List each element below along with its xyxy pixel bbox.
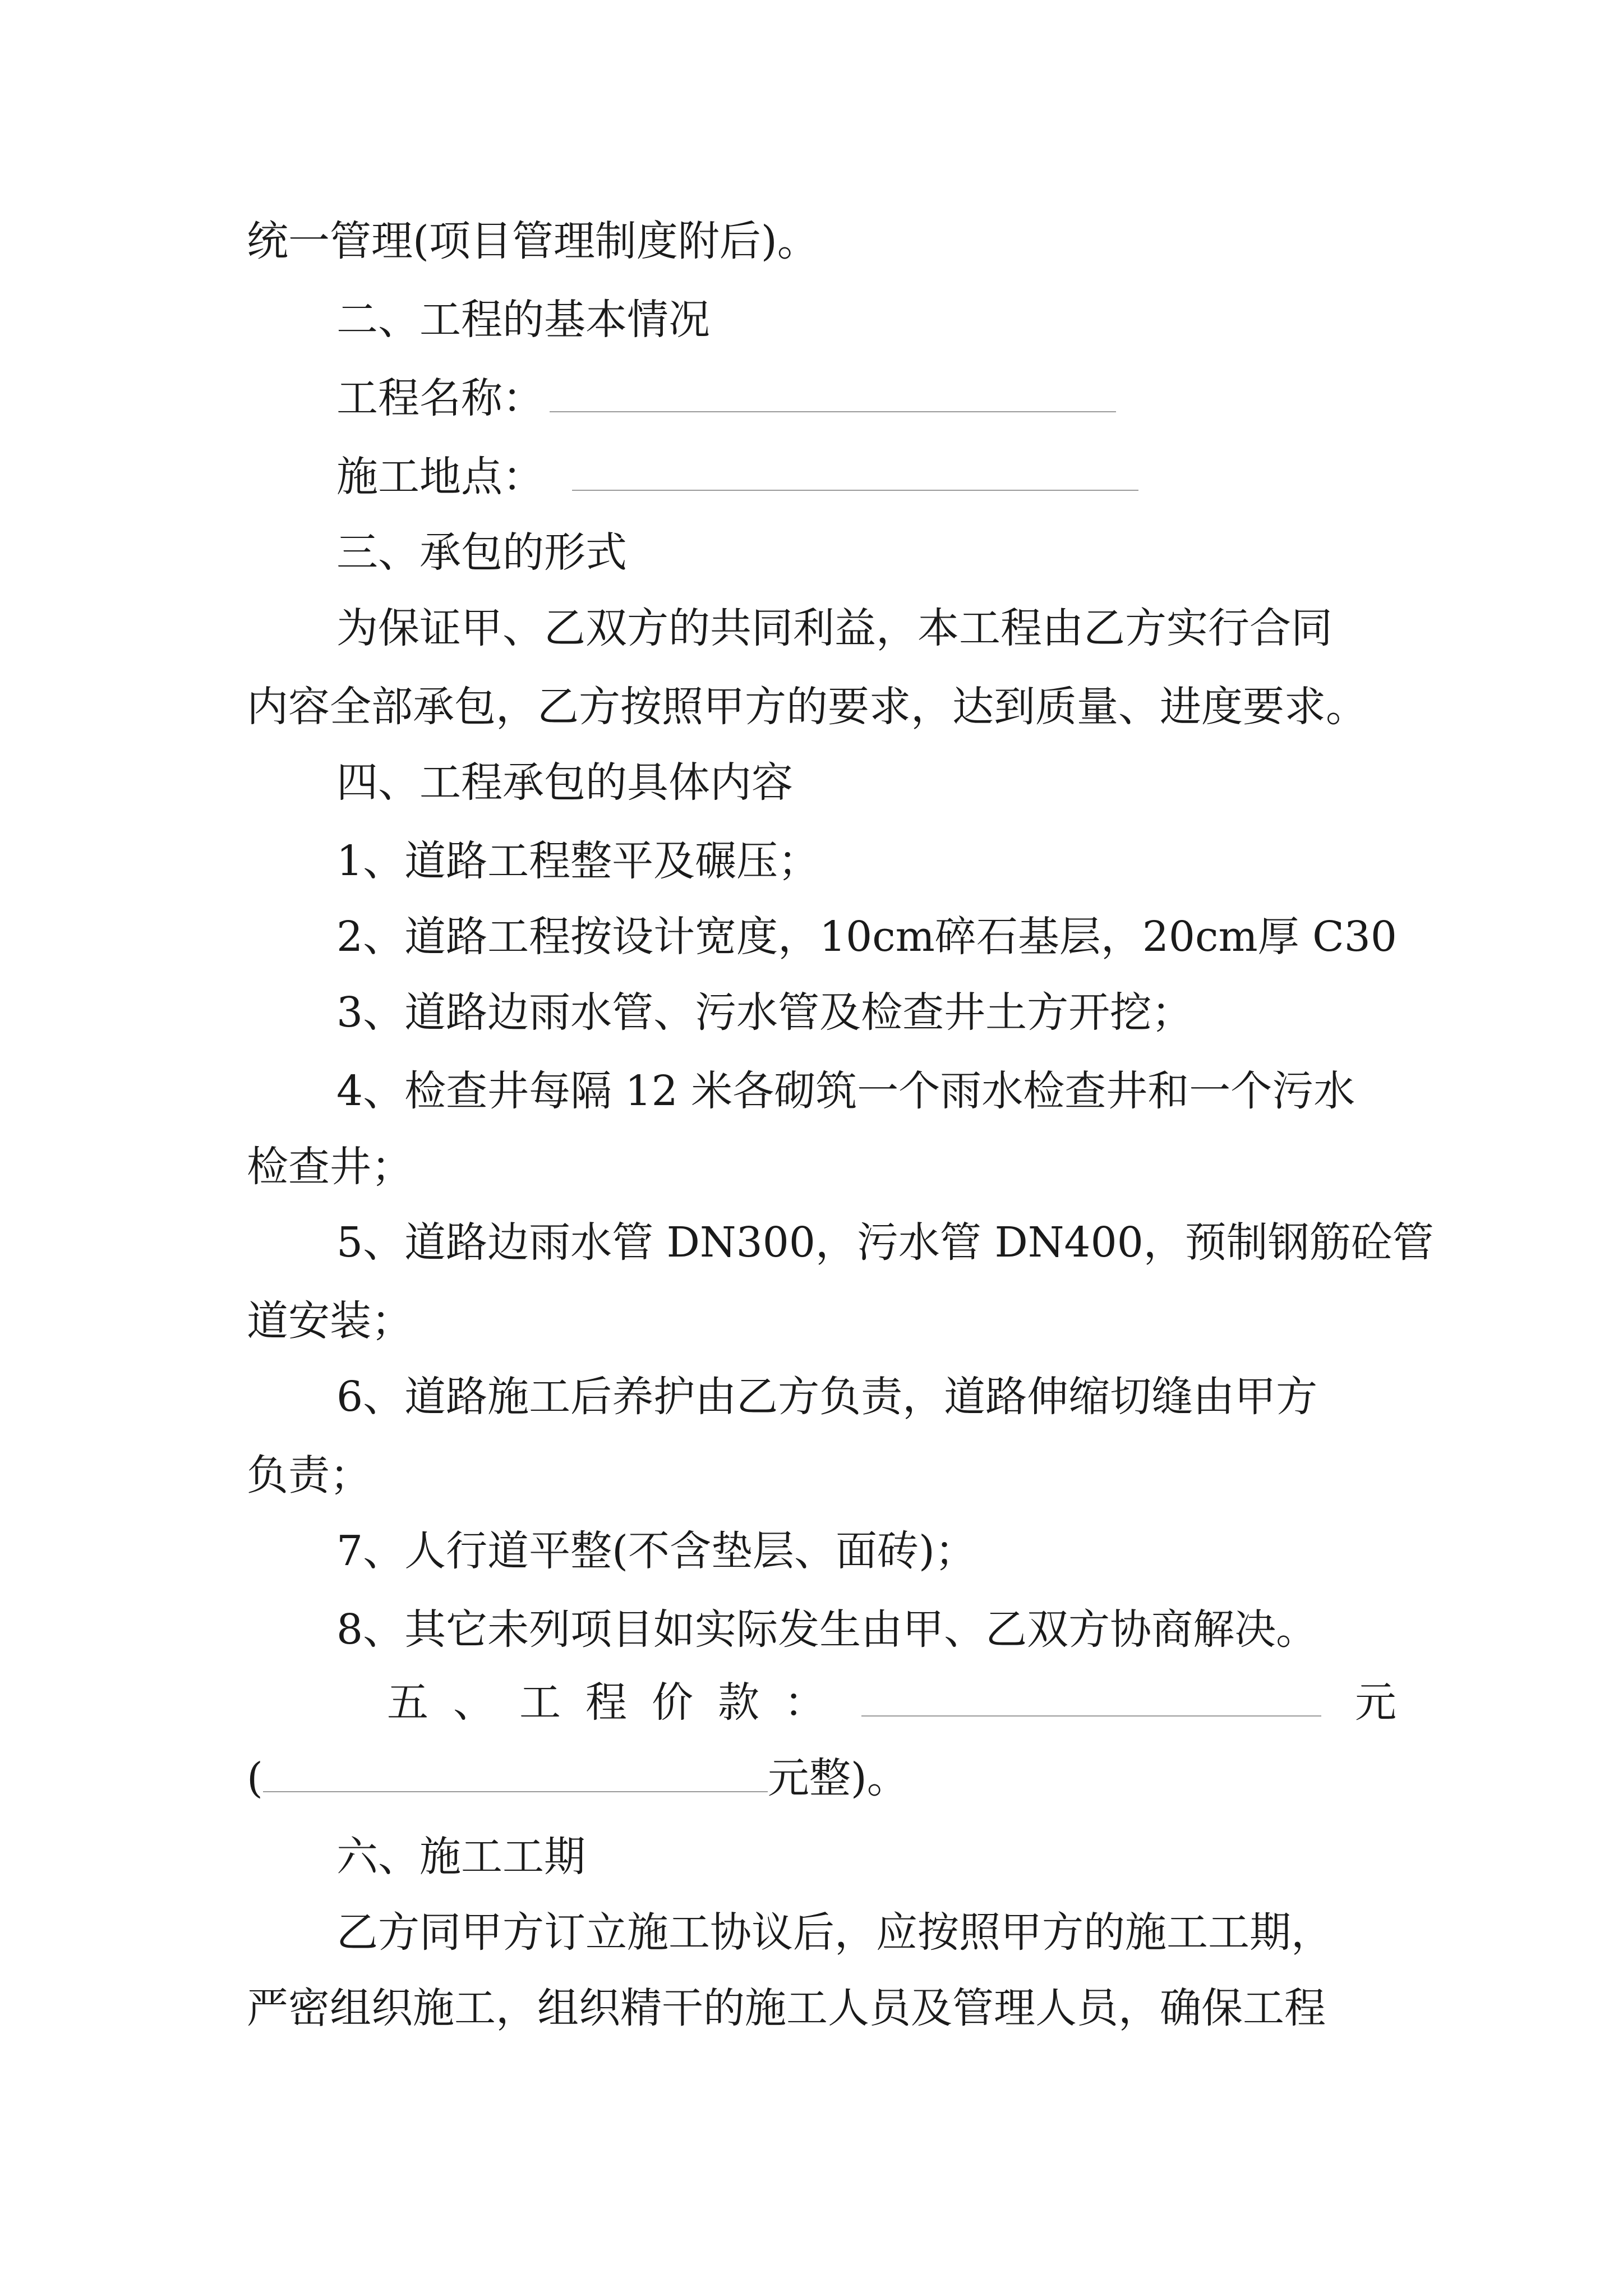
list-item-continuation: 检查井； [247, 1143, 413, 1191]
list-item: 7、人行道平整(不含垫层、面砖)； [336, 1527, 976, 1575]
list-item-continuation: 负责； [247, 1451, 371, 1499]
paragraph-line: 内容全部承包，乙方按照甲方的要求，达到质量、进度要求。 [247, 683, 1367, 731]
price-unit: 元 [1355, 1678, 1396, 1727]
section-heading-scope: 四、工程承包的具体内容 [336, 758, 793, 807]
project-price-blank [861, 1681, 1321, 1717]
site-location-row [336, 443, 1138, 510]
list-item-continuation: 道安装； [247, 1297, 413, 1345]
list-item: 6、道路施工后养护由乙方负责，道路伸缩切缝由甲方 [336, 1373, 1318, 1421]
paragraph-line: 为保证甲、乙双方的共同利益，本工程由乙方实行合同 [336, 604, 1332, 652]
paragraph-line: 严密组织施工，组织精干的施工人员及管理人员，确保工程 [247, 1984, 1326, 2032]
list-item: 2、道路工程按设计宽度，10cm碎石基层，20cm厚 C30 [336, 913, 1397, 961]
section-heading-schedule: 六、施工工期 [336, 1833, 585, 1881]
open-paren: ( [247, 1754, 263, 1802]
project-name-row [336, 365, 1116, 432]
price-in-words-row [247, 1745, 909, 1812]
project-price-label: 五、工程价款： [387, 1678, 850, 1727]
list-item: 3、道路边雨水管、污水管及检查井土方开挖； [336, 988, 1193, 1037]
section-heading-contract-form: 三、承包的形式 [336, 528, 627, 577]
project-price-row [387, 1669, 1396, 1736]
site-location-label: 施工地点： [336, 453, 544, 501]
list-item: 8、其它未列项目如实际发生由甲、乙双方协商解决。 [336, 1605, 1318, 1654]
price-in-words-suffix: 元整)。 [767, 1754, 909, 1802]
list-item: 1、道路工程整平及碾压； [336, 837, 820, 885]
project-name-label: 工程名称： [336, 374, 544, 422]
paragraph-line: 统一管理(项目管理制度附后)。 [247, 217, 819, 265]
list-item: 5、道路边雨水管 DN300，污水管 DN400，预制钢筋砼管 [336, 1218, 1434, 1267]
site-location-blank [572, 455, 1138, 491]
paragraph-line: 乙方同甲方订立施工协议后，应按照甲方的施工工期， [336, 1908, 1332, 1957]
project-name-blank [550, 376, 1116, 412]
price-in-words-blank [263, 1756, 768, 1792]
section-heading-basic-info: 二、工程的基本情况 [336, 296, 710, 344]
list-item: 4、检查井每隔 12 米各砌筑一个雨水检查井和一个污水 [336, 1067, 1355, 1115]
